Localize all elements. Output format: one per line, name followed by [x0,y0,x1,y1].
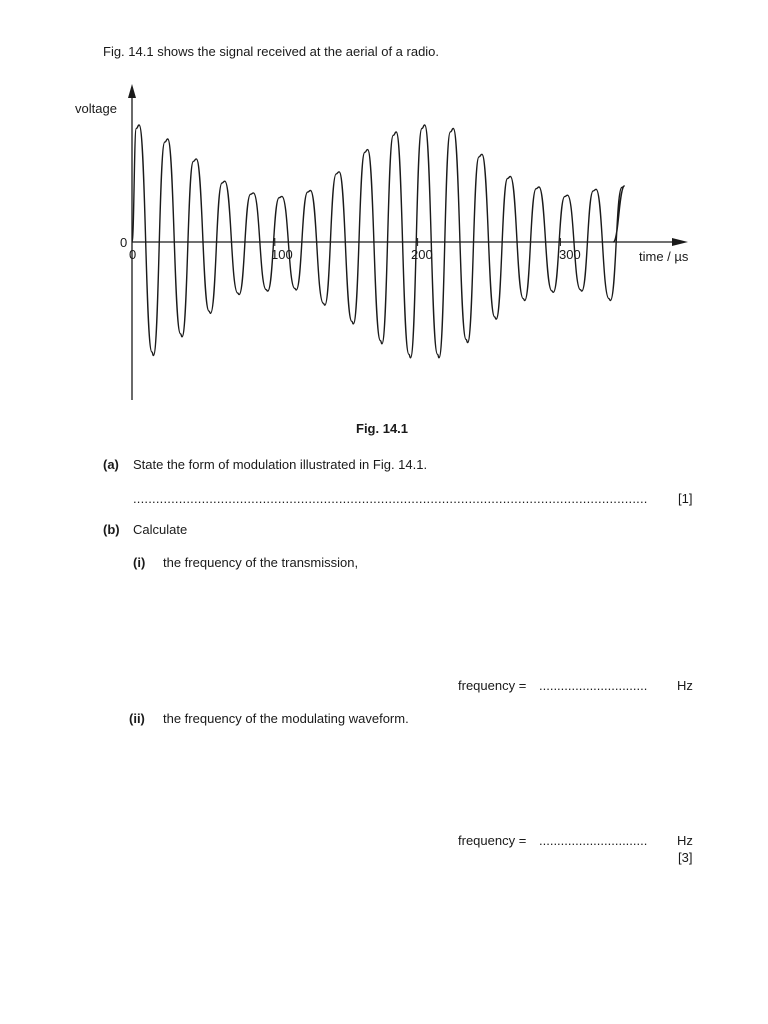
part-b-i-text: the frequency of the transmission, [163,555,359,570]
x-axis-arrowhead [672,238,688,246]
part-b-marks: [3] [678,850,693,865]
y-axis-arrowhead [128,84,136,98]
figure-caption: Fig. 14.1 [356,421,409,436]
part-a-answer-line[interactable]: ....................................................................................................................................... [133,491,648,506]
part-b-ii-answer-field[interactable]: .............................. [539,833,648,848]
x-axis-label: time / µs [639,249,689,264]
part-b-i-label: (i) [133,555,146,570]
part-b-ii-label: (ii) [129,711,145,726]
intro-text: Fig. 14.1 shows the signal received at the aerial of a radio. [103,44,440,59]
part-b-label: (b) [103,522,120,537]
x-tick-label-200: 200 [411,247,433,262]
y-axis-label: voltage [75,101,117,116]
x-tick-label-300: 300 [559,247,581,262]
part-a-question: State the form of modulation illustrated in Fig. 14.1. [133,457,428,472]
y-tick-0: 0 [120,235,128,250]
part-b-i-unit: Hz [677,678,693,693]
part-a-marks: [1] [678,491,693,506]
part-b-ii-unit: Hz [677,833,693,848]
part-b-i-answer-field[interactable]: .............................. [539,678,648,693]
part-b-i-answer-prefix: frequency = [458,678,527,693]
part-b-question: Calculate [133,522,188,537]
signal-graph [0,0,768,420]
x-tick-label-0: 0 [129,247,137,262]
x-tick-label-100: 100 [271,247,293,262]
part-a-label: (a) [103,457,119,472]
part-b-ii-text: the frequency of the modulating waveform. [163,711,409,726]
part-b-ii-answer-prefix: frequency = [458,833,527,848]
